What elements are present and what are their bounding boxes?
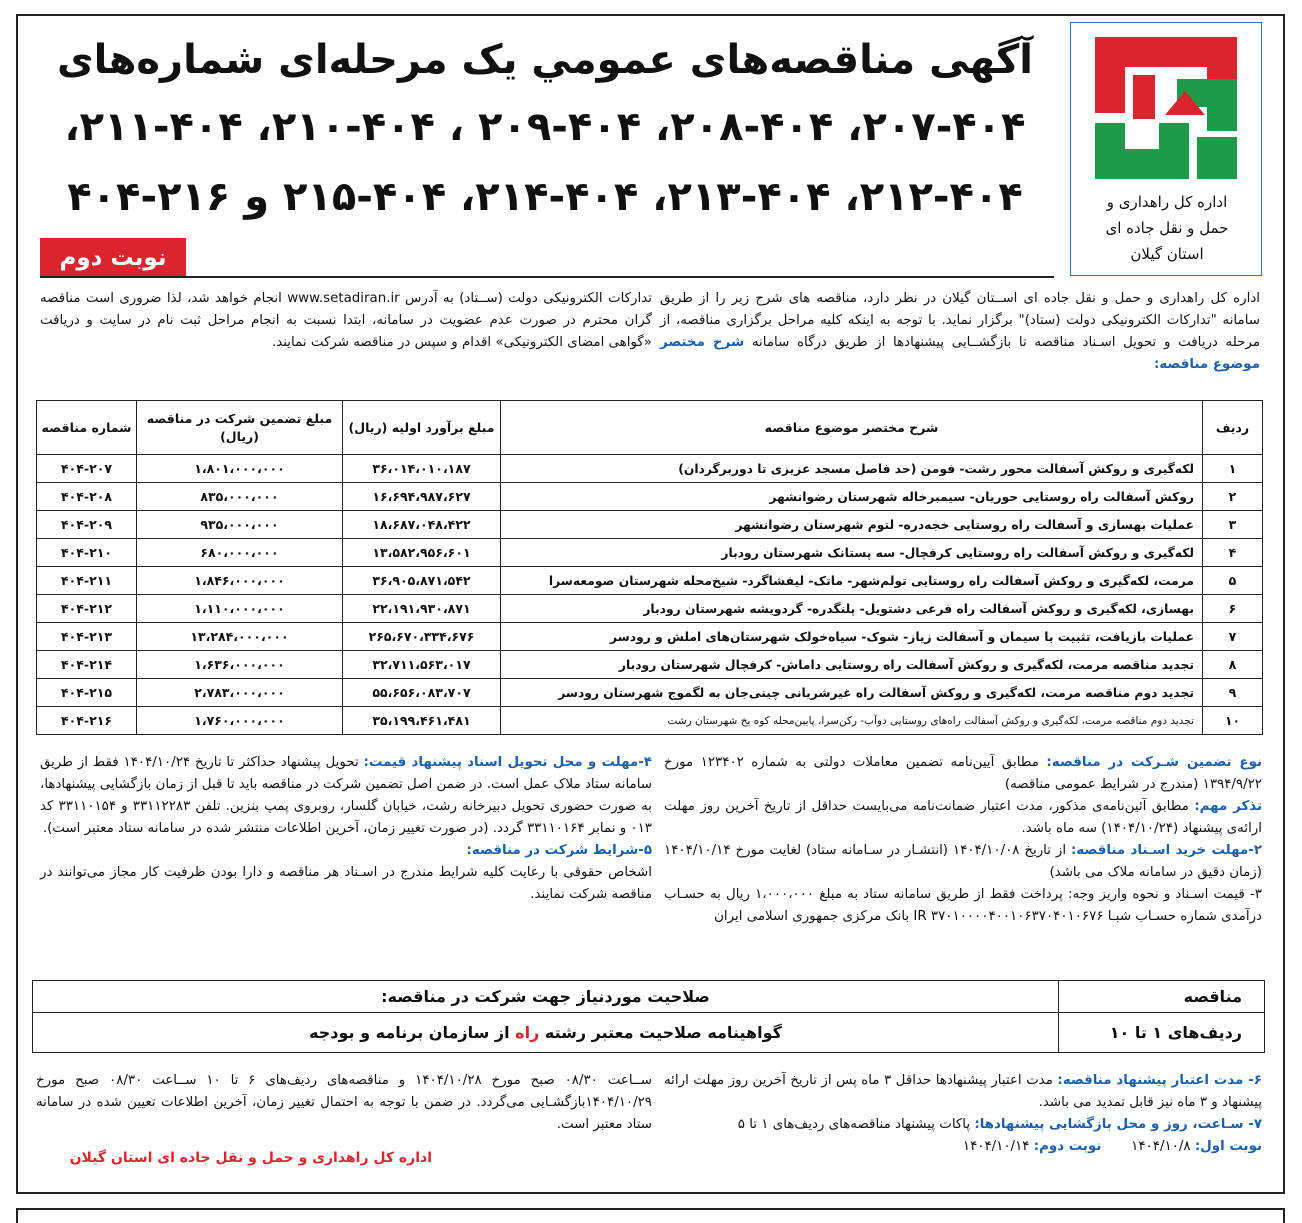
row-estimate: ۲۲،۱۹۱،۹۳۰،۸۷۱ bbox=[343, 595, 501, 623]
docs-price-text: ۳- قیمت اسـناد و نحوه واریز وجه: پرداخت فقط از طریق سامانه ستاد به مبلغ ۱،۰۰۰،۰۰۰ ریال به حسـاب درآمدی شماره حسـاب شبـا IR ۳۷۰۱۰۰۰۰۴۰۰۱۰۶۳۷۰۴۰۱۰۶۷۶ بانک مرکزی جمهوری اسلامی ایران bbox=[664, 887, 1262, 924]
row-estimate: ۱۶،۶۹۴،۹۸۷،۶۲۷ bbox=[343, 483, 501, 511]
conditions-left bbox=[40, 752, 652, 952]
row-guarantee: ۸۳۵،۰۰۰،۰۰۰ bbox=[137, 483, 343, 511]
intro-right bbox=[660, 288, 1260, 376]
title-divider bbox=[40, 276, 1054, 278]
validity-text: مدت اعتبار پیشنهادها حداقل ۳ ماه پس از تاریخ آخرین روز مهلت ارائه پیشنهاد و ۳ ماه نیز قابل تمدید می باشد. bbox=[664, 1073, 1262, 1110]
table-header-row bbox=[37, 401, 1263, 455]
table-row bbox=[37, 455, 1263, 483]
row-estimate: ۳۵،۱۹۹،۴۶۱،۴۸۱ bbox=[343, 707, 501, 735]
first-round-date: ۱۴۰۴/۱۰/۸ bbox=[1131, 1139, 1195, 1154]
second-round-label: نوبت دوم: bbox=[1033, 1139, 1102, 1154]
row-index: ۹ bbox=[1203, 679, 1263, 707]
tender-numbers-line2: ۲۱۲-۴۰۴، ۲۱۳-۴۰۴، ۲۱۴-۴۰۴، ۲۱۵-۴۰۴ و ۲۱۶-۴۰۴ bbox=[67, 174, 1023, 220]
row-index: ۱ bbox=[1203, 455, 1263, 483]
row-description: لکه‌گیری و روکش آسفالت راه روستایی کرفچال- سه پستانک شهرستان رودبار bbox=[501, 539, 1203, 567]
table-row bbox=[37, 651, 1263, 679]
opening-heading: ۷- سـاعت، روز و محل بازگشایی پیشنهادها: bbox=[974, 1117, 1262, 1132]
intro-right-text: اداره کل راهداری و حمل و نقل جاده ای اســتان گیلان در نظر دارد، مناقصه های شرح زیر را از طریق سامانه "تدارکات الکترونیکی دولت (ستاد)" برگزار نماید. با توجه به اینکه کلیه مراحل برگزاری مناقصه، از مرحله دریافت و تحویل اسـناد مناقصه تا بازگشــایی پیشنهادها از طریق درگاه سامانه bbox=[660, 291, 1260, 350]
qual-requirement-header: صلاحیت موردنیاز جهت شرکت در مناقصه: bbox=[33, 981, 1059, 1013]
row-index: ۸ bbox=[1203, 651, 1263, 679]
docs-deadline-heading: ۲-مهلت خرید اسـناد مناقصه: bbox=[1070, 843, 1262, 858]
row-guarantee: ۲،۷۸۳،۰۰۰،۰۰۰ bbox=[137, 679, 343, 707]
eligibility-heading: ۵-شرایط شرکت در مناقصه: bbox=[466, 843, 652, 858]
table-row bbox=[37, 567, 1263, 595]
row-index: ۶ bbox=[1203, 595, 1263, 623]
row-tender-number: ۴۰۴-۲۰۷ bbox=[37, 455, 137, 483]
table-row bbox=[37, 595, 1263, 623]
footer-left: ســاعت ۰۸/۳۰ صبح مورخ ۱۴۰۴/۱۰/۲۸ و مناقصه‌های ردیف‌های ۶ تا ۱۰ ســاعت ۰۸/۳۰ صبح مورخ ۱۴۰۴/۱۰/۲۹بازگشـایی می‌گردد. در ضمن با توجه به احتمال تغییر زمان، آخرین اطلاعات تعیین شده در سامانه ستاد معتبر است. bbox=[36, 1073, 652, 1132]
row-index: ۲ bbox=[1203, 483, 1263, 511]
org-name-line2: حمل و نقل جاده ای bbox=[1105, 219, 1229, 237]
row-guarantee: ۹۳۵،۰۰۰،۰۰۰ bbox=[137, 511, 343, 539]
qual-tender-header: مناقصه bbox=[1059, 981, 1265, 1013]
intro-left: تدارکات الکترونیکی دولت (ســتاد) به آدرس www.setadiran.ir انجام خواهد شد، لذا ضروری است مناقصه گران محترم در صورت عدم عضویت در سامانه، ابتدا نسبت به انجام مراحل ثبت نام در سایت و دریافت «گواهی امضای الکترونیکی» اقدام و سپس در مناقصه شرکت نمایند. bbox=[40, 291, 652, 350]
footer-right bbox=[664, 1070, 1262, 1178]
row-index: ۱۰ bbox=[1203, 707, 1263, 735]
row-tender-number: ۴۰۴-۲۱۴ bbox=[37, 651, 137, 679]
org-name-line3: استان گیلان bbox=[1130, 245, 1204, 263]
table-row bbox=[37, 539, 1263, 567]
table-row bbox=[37, 511, 1263, 539]
submission-heading: ۴-مهلت و محل تحویل اسناد پیشنهاد قیمت: bbox=[363, 755, 652, 770]
org-name-line1: اداره کل راهداری و bbox=[1106, 193, 1228, 211]
row-tender-number: ۴۰۴-۲۰۸ bbox=[37, 483, 137, 511]
row-tender-number: ۴۰۴-۲۰۹ bbox=[37, 511, 137, 539]
row-estimate: ۳۲،۷۱۱،۵۶۳،۰۱۷ bbox=[343, 651, 501, 679]
qual-req-field: راه bbox=[515, 1023, 540, 1042]
round-badge: نوبت دوم bbox=[40, 238, 186, 278]
qual-requirement bbox=[33, 1013, 1059, 1053]
notice-title: آگهی مناقصه‌های عمومي يک مرحله‌ای شماره‌های bbox=[57, 37, 1033, 83]
second-round-date: ۱۴۰۴/۱۰/۱۴ bbox=[962, 1139, 1034, 1154]
row-guarantee: ۶۸۰،۰۰۰،۰۰۰ bbox=[137, 539, 343, 567]
row-guarantee: ۱۳،۲۸۴،۰۰۰،۰۰۰ bbox=[137, 623, 343, 651]
org-logo-box bbox=[1070, 22, 1262, 276]
row-estimate: ۲۶۵،۶۷۰،۳۳۴،۶۷۶ bbox=[343, 623, 501, 651]
col-row-header: ردیف bbox=[1203, 401, 1263, 455]
next-notice-border bbox=[16, 1208, 1285, 1223]
row-tender-number: ۴۰۴-۲۱۶ bbox=[37, 707, 137, 735]
row-estimate: ۵۵،۶۵۶،۰۸۳،۷۰۷ bbox=[343, 679, 501, 707]
docs-deadline-text: از تاریخ ۱۴۰۴/۱۰/۰۸ (انتشـار در سـامانه ستاد) لغایت مورخ ۱۴۰۴/۱۰/۱۴ (زمان دقیق در سامانه ملاک می باشد) bbox=[664, 843, 1262, 880]
opening-text: پاکات پیشنهاد مناقصه‌های ردیف‌های ۱ تا ۵ bbox=[737, 1117, 975, 1132]
row-guarantee: ۱،۷۶۰،۰۰۰،۰۰۰ bbox=[137, 707, 343, 735]
road-logo-icon bbox=[1089, 31, 1243, 185]
row-description: عملیات بهسازی و آسفالت راه روستایی خجه‌دره- لتوم شهرستان رضوانشهر bbox=[501, 511, 1203, 539]
row-tender-number: ۴۰۴-۲۱۱ bbox=[37, 567, 137, 595]
row-description: تجدید دوم مناقصه مرمت، لکه‌گیری و روکش آسفالت راه غیرشریانی چینی‌جان به لگموج شهرستان رودسر bbox=[501, 679, 1203, 707]
eligibility-text: اشخاص حقوقی با رعایت کلیه شرایط مندرج در اسـناد هر مناقصه و دارا بودن ظرفیت کار مجاز می‌توانند در مناقصه شرکت نمایند. bbox=[40, 865, 652, 902]
table-row bbox=[37, 707, 1263, 735]
tender-table bbox=[36, 400, 1263, 735]
row-estimate: ۱۳،۵۸۲،۹۵۶،۶۰۱ bbox=[343, 539, 501, 567]
qualification-table bbox=[32, 980, 1265, 1053]
row-index: ۴ bbox=[1203, 539, 1263, 567]
row-description: تجدید مناقصه مرمت، لکه‌گیری و روکش آسفالت راه روستایی داماش- کرفچال شهرستان رودبار bbox=[501, 651, 1203, 679]
row-tender-number: ۴۰۴-۲۱۲ bbox=[37, 595, 137, 623]
row-guarantee: ۱،۶۳۶،۰۰۰،۰۰۰ bbox=[137, 651, 343, 679]
row-index: ۳ bbox=[1203, 511, 1263, 539]
row-guarantee: ۱،۸۰۱،۰۰۰،۰۰۰ bbox=[137, 455, 343, 483]
col-guarantee-header: مبلغ تضمین شرکت در مناقصه (ریال) bbox=[137, 401, 343, 455]
row-description: بهسازی، لکه‌گیری و روکش آسفالت راه فرعی دشتویل- پلنگدره- گردویشه شهرستان رودبار bbox=[501, 595, 1203, 623]
tender-numbers-line1: ۲۰۷-۴۰۴، ۲۰۸-۴۰۴، ۲۰۹-۴۰۴ ، ۲۱۰-۴۰۴، ۲۱۱-۴۰۴، bbox=[64, 104, 1026, 150]
row-index: ۵ bbox=[1203, 567, 1263, 595]
row-tender-number: ۴۰۴-۲۱۵ bbox=[37, 679, 137, 707]
table-row bbox=[37, 679, 1263, 707]
row-guarantee: ۱،۸۴۶،۰۰۰،۰۰۰ bbox=[137, 567, 343, 595]
col-desc-header: شرح مختصر موضوع مناقصه bbox=[501, 401, 1203, 455]
first-round-label: نوبت اول: bbox=[1194, 1139, 1262, 1154]
table-row bbox=[37, 483, 1263, 511]
submission-text: تحویل پیشنهاد حداکثر تا تاریخ ۱۴۰۴/۱۰/۲۴ فقط از طریق سامانه ستاد ملاک عمل است. در ضمن اصل تضمین شرکت در مناقصه باید تا قبل از زمان بازگشایی پیشنهادها، به صورت حضوری تحویل دبیرخانه رشت، خیابان گلسار، روبروی پمپ بنزین. تلفن ۳۳۱۱۲۲۸۳ و ۳۳۱۱۰۱۵۴ کد ۰۱۳ و نمابر ۳۳۱۱۰۱۶۴ گردد. (در صورت تغییر زمان، آخرین اطلاعات منتشر شده در سامانه ستاد معتبر است). bbox=[40, 755, 653, 836]
row-description: لکه‌گیری و روکش آسفالت محور رشت- فومن (حد فاصل مسجد عزیزی تا دوربرگردان) bbox=[501, 455, 1203, 483]
row-description: عملیات بازیافت، تثبیت با سیمان و آسفالت زیاز- شوک- سیاه‌خولک شهرستان‌های املش و رودسر bbox=[501, 623, 1203, 651]
conditions-right bbox=[664, 752, 1262, 974]
guarantee-type-text: مطابق آیین‌نامه تضمین معاملات دولتی به شماره ۱۲۳۴۰۲ مورخ ۱۳۹۴/۹/۲۲ (مندرج در شرایط عمومی مناقصه) bbox=[664, 755, 1262, 792]
row-tender-number: ۴۰۴-۲۱۰ bbox=[37, 539, 137, 567]
qual-req-before: گواهینامه صلاحیت معتبر رشته bbox=[539, 1023, 782, 1042]
validity-heading: ۶- مدت اعتبار پیشنهاد مناقصه: bbox=[1057, 1073, 1262, 1088]
row-description: تجدید دوم مناقصه مرمت، لکه‌گیری و روکش آسفالت راه‌های روستایی دوآب- رکن‌سرا، پایین‌محله کوه یخ شهرستان رشت bbox=[501, 707, 1203, 735]
qualification-header-row bbox=[33, 981, 1265, 1013]
row-index: ۷ bbox=[1203, 623, 1263, 651]
row-guarantee: ۱،۱۱۰،۰۰۰،۰۰۰ bbox=[137, 595, 343, 623]
guarantee-type-heading: نوع تضمین شـرکت در مناقصه: bbox=[1046, 755, 1262, 770]
row-estimate: ۳۶،۹۰۵،۸۷۱،۵۴۲ bbox=[343, 567, 501, 595]
col-number-header: شماره مناقصه bbox=[37, 401, 137, 455]
row-tender-number: ۴۰۴-۲۱۳ bbox=[37, 623, 137, 651]
important-note-text: مطابق آئین‌نامه‌ی مذکور، مدت اعتبار ضمانت‌نامه می‌بایست حداقل از تاریخ آخرین روز مهلت ارائه‌ی پیشنهاد (۱۴۰۴/۱۰/۲۴) سه ماه باشد. bbox=[664, 799, 1262, 836]
row-estimate: ۱۸،۶۸۷،۰۴۸،۴۲۲ bbox=[343, 511, 501, 539]
signature: اداره کل راهداری و حمل و نقل جاده ای استان گیلان bbox=[69, 1150, 432, 1166]
important-note-heading: تذکر مهم: bbox=[1194, 799, 1263, 814]
qualification-row bbox=[33, 1013, 1265, 1053]
table-row bbox=[37, 623, 1263, 651]
subject-heading: شرح مختصر موضوع مناقصه: bbox=[660, 335, 1260, 372]
col-estimate-header: مبلغ برآورد اولیه (ریال) bbox=[343, 401, 501, 455]
row-description: روکش آسفالت راه روستایی حوریان- سیمبرخاله شهرستان رضوانشهر bbox=[501, 483, 1203, 511]
row-description: مرمت، لکه‌گیری و روکش آسفالت راه روستایی تولم‌شهر- ماتک- لیفشاگرد- شیخ‌محله شهرستان صومعه‌سرا bbox=[501, 567, 1203, 595]
row-estimate: ۳۶،۰۱۴،۰۱۰،۱۸۷ bbox=[343, 455, 501, 483]
qual-req-after: از سازمان برنامه و بودجه bbox=[309, 1023, 516, 1042]
qual-rows-label: ردیف‌های ۱ تا ۱۰ bbox=[1059, 1013, 1265, 1053]
